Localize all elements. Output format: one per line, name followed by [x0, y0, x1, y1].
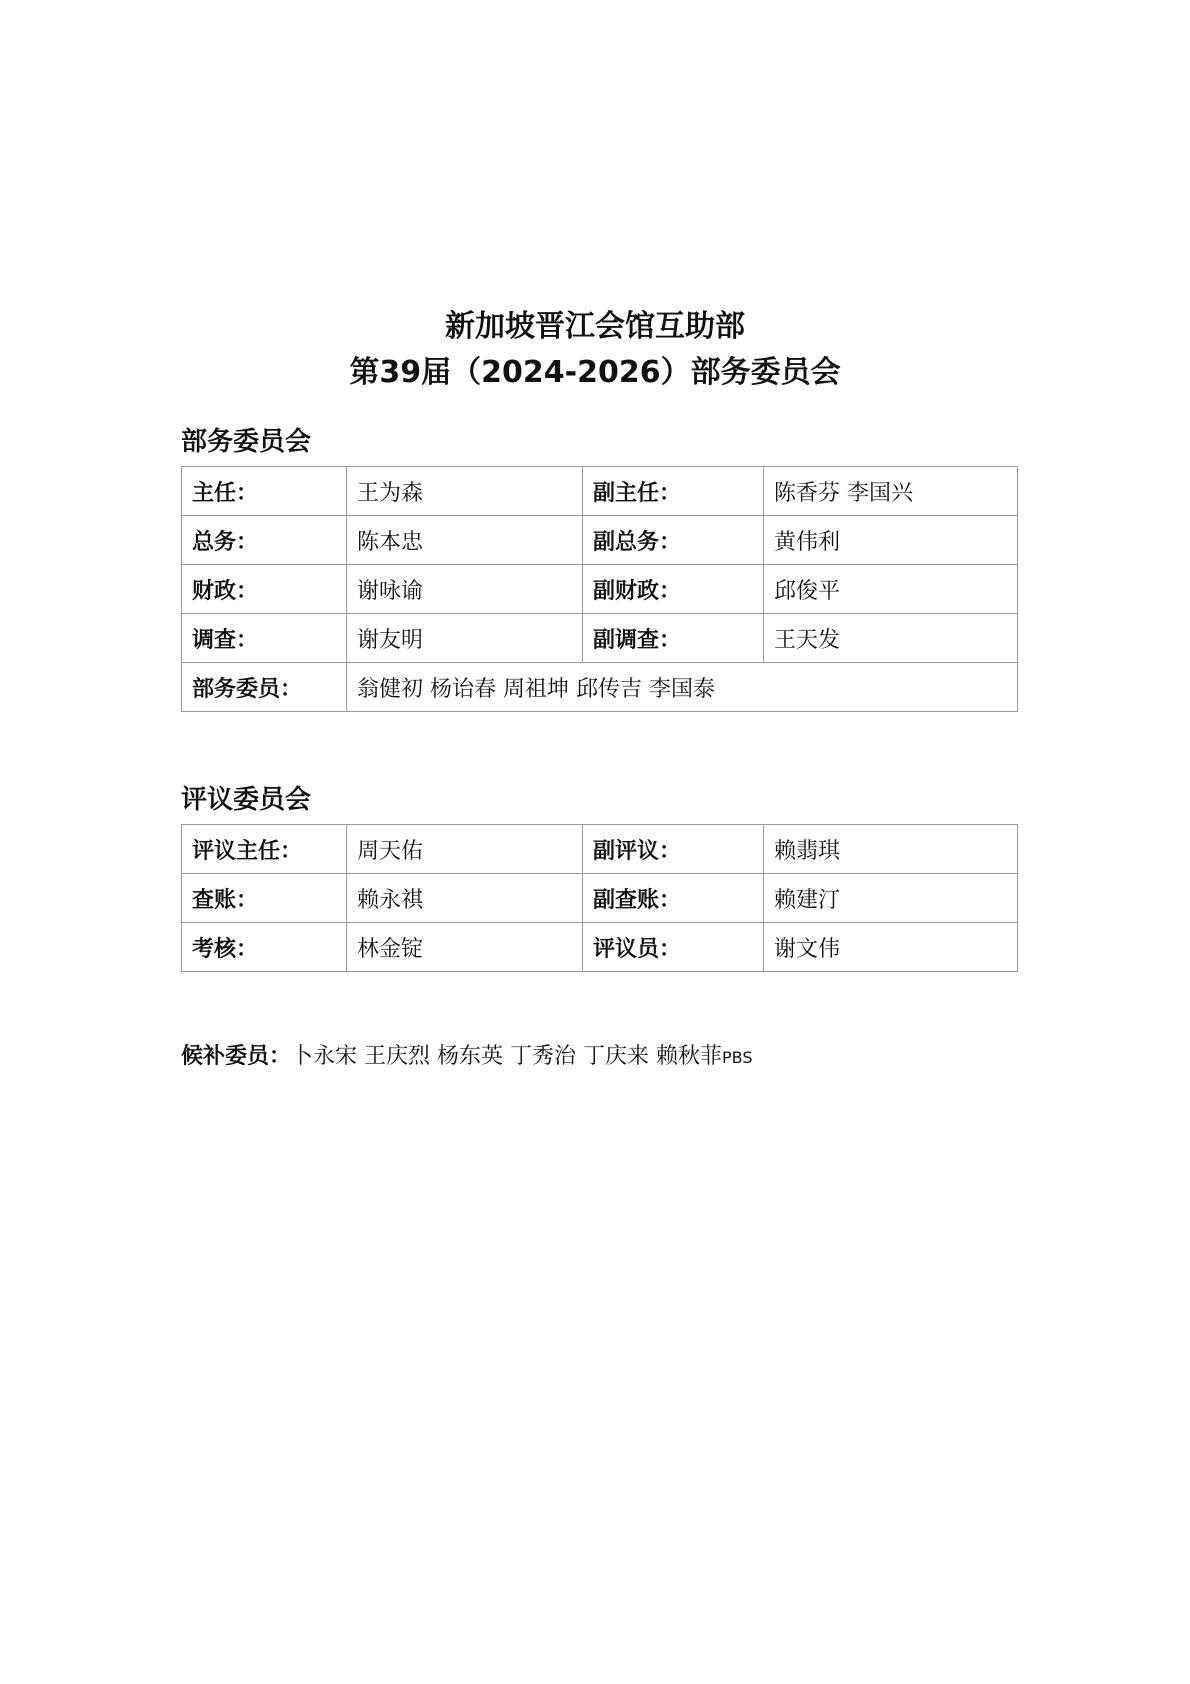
table-row — [182, 565, 1018, 614]
review-committee-table — [181, 824, 1018, 972]
member-name: 陈本忠 — [347, 516, 583, 565]
member-name: 王天发 — [764, 614, 1018, 663]
role-label: 副财政： — [583, 565, 764, 614]
role-label: 财政： — [182, 565, 347, 614]
role-label: 副查账： — [583, 874, 764, 923]
member-name: 王为森 — [347, 467, 583, 516]
role-label: 总务： — [182, 516, 347, 565]
role-label: 考核： — [182, 923, 347, 972]
table-row — [182, 516, 1018, 565]
member-name: 邱俊平 — [764, 565, 1018, 614]
role-label: 调查： — [182, 614, 347, 663]
role-label: 副总务： — [583, 516, 764, 565]
member-name: 谢友明 — [347, 614, 583, 663]
alternate-members-names: 卜永宋 王庆烈 杨东英 丁秀治 丁庆来 赖秋菲 — [291, 1044, 722, 1069]
department-committee-heading: 部务委员会 — [181, 427, 312, 457]
role-label: 主任： — [182, 467, 347, 516]
table-row — [182, 663, 1018, 712]
alternate-members-suffix: PBS — [721, 1048, 753, 1067]
role-label: 副调查： — [583, 614, 764, 663]
member-name: 谢咏谕 — [347, 565, 583, 614]
member-name: 谢文伟 — [764, 923, 1018, 972]
alternate-members-label: 候补委员： — [181, 1044, 292, 1069]
table-row — [182, 923, 1018, 972]
table-row — [182, 874, 1018, 923]
page-title: 新加坡晋江会馆互助部 — [445, 309, 745, 344]
member-name: 陈香芬 李国兴 — [764, 467, 1018, 516]
role-label: 评议主任： — [182, 825, 347, 874]
table-row — [182, 825, 1018, 874]
review-committee-heading: 评议委员会 — [181, 785, 312, 815]
committee-members-list: 翁健初 杨诒春 周祖坤 邱传吉 李国泰 — [347, 663, 1018, 712]
member-name: 赖翡琪 — [764, 825, 1018, 874]
member-name: 周天佑 — [347, 825, 583, 874]
role-label: 副主任： — [583, 467, 764, 516]
page-subtitle: 第39届（2024-2026）部务委员会 — [349, 355, 841, 390]
role-label: 副评议： — [583, 825, 764, 874]
alternate-members — [181, 1040, 752, 1075]
role-label: 部务委员： — [182, 663, 347, 712]
member-name: 赖建汀 — [764, 874, 1018, 923]
role-label: 查账： — [182, 874, 347, 923]
member-name: 林金锭 — [347, 923, 583, 972]
department-committee-table — [181, 466, 1018, 712]
table-row — [182, 467, 1018, 516]
table-row — [182, 614, 1018, 663]
role-label: 评议员： — [583, 923, 764, 972]
member-name: 赖永祺 — [347, 874, 583, 923]
member-name: 黄伟利 — [764, 516, 1018, 565]
